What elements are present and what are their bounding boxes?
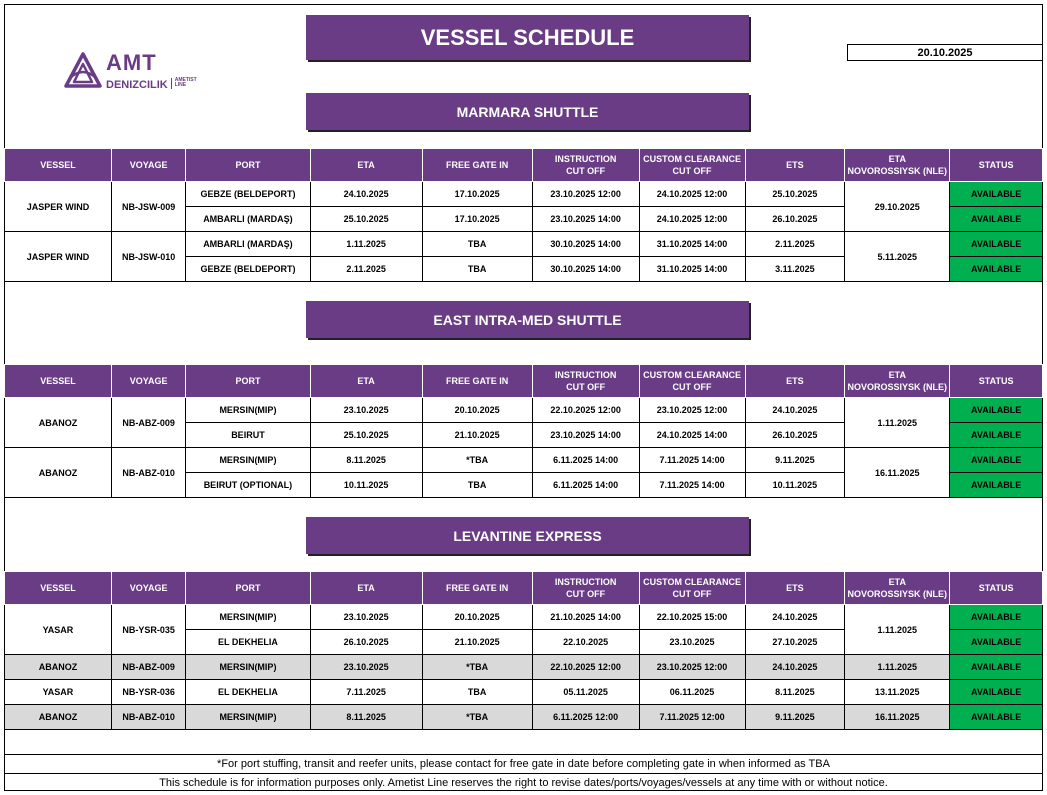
ets-cell: 26.10.2025 xyxy=(745,207,845,232)
eta-novorossiysk-cell: 29.10.2025 xyxy=(845,182,950,232)
column-header-eta xyxy=(310,572,422,605)
vessel-cell: ABANOZ xyxy=(5,398,112,448)
column-header-text: VOYAGE xyxy=(129,160,168,170)
status-badge: AVAILABLE xyxy=(950,680,1043,705)
instruction-cutoff-cell: 22.10.2025 12:00 xyxy=(532,655,639,680)
port-cell: EL DEKHELIA xyxy=(186,680,310,705)
column-header-eta-novorossiysk xyxy=(845,572,950,605)
logo-brand-line-1: AMETIST xyxy=(174,77,197,83)
status-badge: AVAILABLE xyxy=(950,207,1043,232)
voyage-cell: NB-YSR-035 xyxy=(111,605,185,655)
column-header-text: STATUS xyxy=(978,376,1014,386)
column-header-text: ETS xyxy=(786,583,804,593)
instruction-cutoff-cell: 23.10.2025 14:00 xyxy=(532,423,639,448)
status-badge: AVAILABLE xyxy=(950,182,1043,207)
custom-cutoff-cell: 22.10.2025 15:00 xyxy=(639,605,745,630)
voyage-cell: NB-JSW-009 xyxy=(111,182,185,232)
status-badge: AVAILABLE xyxy=(950,605,1043,630)
instruction-cutoff-cell: 30.10.2025 14:00 xyxy=(532,257,639,282)
logo-subtitle xyxy=(106,78,197,91)
column-header-instruction-cut-off xyxy=(532,149,639,182)
column-header-vessel xyxy=(5,572,112,605)
header-row xyxy=(5,365,1043,398)
custom-cutoff-cell: 24.10.2025 12:00 xyxy=(639,182,745,207)
logo-divider xyxy=(171,78,172,89)
eta-novorossiysk-cell: 16.11.2025 xyxy=(845,705,950,730)
eta-cell: 23.10.2025 xyxy=(310,655,422,680)
column-header-status xyxy=(950,149,1043,182)
custom-cutoff-cell: 24.10.2025 12:00 xyxy=(639,207,745,232)
eta-cell: 23.10.2025 xyxy=(310,398,422,423)
column-header-text: VOYAGE xyxy=(129,376,168,386)
column-header-text: ETA xyxy=(357,376,375,386)
voyage-cell: NB-YSR-036 xyxy=(111,680,185,705)
logo-brand-line-2: LINE xyxy=(174,82,187,88)
column-header-text: CUSTOM CLEARANCE xyxy=(643,370,741,380)
column-header-text: NOVOROSSIYSK (NLE) xyxy=(847,382,948,392)
column-header-text: ETA xyxy=(357,583,375,593)
column-header-text: CUT OFF xyxy=(566,166,606,176)
column-header-port xyxy=(186,572,310,605)
custom-cutoff-cell: 7.11.2025 14:00 xyxy=(639,448,745,473)
custom-cutoff-cell: 7.11.2025 12:00 xyxy=(639,705,745,730)
column-header-text: PORT xyxy=(235,583,261,593)
column-header-text: ETA xyxy=(888,154,906,164)
column-header-ets xyxy=(745,572,845,605)
eta-novorossiysk-cell: 1.11.2025 xyxy=(845,655,950,680)
voyage-cell: NB-ABZ-010 xyxy=(111,705,185,730)
logo-brand xyxy=(175,78,197,88)
custom-cutoff-cell: 31.10.2025 14:00 xyxy=(639,257,745,282)
free-gate-in-cell: 20.10.2025 xyxy=(422,398,532,423)
column-header-custom-clearance-cut-off xyxy=(639,365,745,398)
table-row xyxy=(5,680,1043,705)
ets-cell: 24.10.2025 xyxy=(745,398,845,423)
ets-cell: 24.10.2025 xyxy=(745,605,845,630)
page-title: VESSEL SCHEDULE xyxy=(306,15,749,60)
status-badge: AVAILABLE xyxy=(950,473,1043,498)
port-cell: MERSIN(MIP) xyxy=(186,605,310,630)
ets-cell: 3.11.2025 xyxy=(745,257,845,282)
eta-novorossiysk-cell: 1.11.2025 xyxy=(845,605,950,655)
column-header-text: PORT xyxy=(235,160,261,170)
custom-cutoff-cell: 31.10.2025 14:00 xyxy=(639,232,745,257)
footer-note: *For port stuffing, transit and reefer units, please contact for free gate in date before completing gate in when informed as TBA xyxy=(4,754,1043,773)
column-header-custom-clearance-cut-off xyxy=(639,149,745,182)
instruction-cutoff-cell: 6.11.2025 14:00 xyxy=(532,473,639,498)
status-badge: AVAILABLE xyxy=(950,448,1043,473)
schedule-table xyxy=(4,571,1043,730)
column-header-text: STATUS xyxy=(978,160,1014,170)
voyage-cell: NB-ABZ-009 xyxy=(111,398,185,448)
column-header-text: CUT OFF xyxy=(672,382,712,392)
column-header-eta xyxy=(310,149,422,182)
column-header-text: VESSEL xyxy=(40,160,76,170)
instruction-cutoff-cell: 6.11.2025 12:00 xyxy=(532,705,639,730)
port-cell: MERSIN(MIP) xyxy=(186,448,310,473)
port-cell: AMBARLI (MARDAŞ) xyxy=(186,207,310,232)
status-badge: AVAILABLE xyxy=(950,257,1043,282)
column-header-voyage xyxy=(111,149,185,182)
column-header-eta xyxy=(310,365,422,398)
column-header-text: CUT OFF xyxy=(566,589,606,599)
column-header-status xyxy=(950,365,1043,398)
column-header-text: INSTRUCTION xyxy=(554,577,617,587)
voyage-cell: NB-ABZ-009 xyxy=(111,655,185,680)
disclaimer: This schedule is for information purposes only. Ametist Line reserves the right to revise dates/ports/voyages/vessels at any time with or without notice. xyxy=(4,773,1043,792)
free-gate-in-cell: *TBA xyxy=(422,448,532,473)
eta-novorossiysk-cell: 1.11.2025 xyxy=(845,398,950,448)
column-header-voyage xyxy=(111,365,185,398)
column-header-instruction-cut-off xyxy=(532,572,639,605)
ets-cell: 8.11.2025 xyxy=(745,680,845,705)
free-gate-in-cell: 17.10.2025 xyxy=(422,207,532,232)
column-header-text: CUSTOM CLEARANCE xyxy=(643,577,741,587)
voyage-cell: NB-JSW-010 xyxy=(111,232,185,282)
table-row xyxy=(5,182,1043,207)
column-header-instruction-cut-off xyxy=(532,365,639,398)
instruction-cutoff-cell: 6.11.2025 14:00 xyxy=(532,448,639,473)
ets-cell: 25.10.2025 xyxy=(745,182,845,207)
instruction-cutoff-cell: 21.10.2025 14:00 xyxy=(532,605,639,630)
free-gate-in-cell: TBA xyxy=(422,680,532,705)
column-header-text: CUT OFF xyxy=(672,589,712,599)
free-gate-in-cell: 21.10.2025 xyxy=(422,423,532,448)
column-header-vessel xyxy=(5,365,112,398)
custom-cutoff-cell: 24.10.2025 14:00 xyxy=(639,423,745,448)
column-header-ets xyxy=(745,365,845,398)
column-header-text: ETA xyxy=(888,370,906,380)
column-header-text: CUT OFF xyxy=(672,166,712,176)
column-header-eta-novorossiysk xyxy=(845,149,950,182)
ets-cell: 24.10.2025 xyxy=(745,655,845,680)
eta-novorossiysk-cell: 13.11.2025 xyxy=(845,680,950,705)
free-gate-in-cell: TBA xyxy=(422,257,532,282)
table-row xyxy=(5,655,1043,680)
status-badge: AVAILABLE xyxy=(950,232,1043,257)
vessel-cell: ABANOZ xyxy=(5,448,112,498)
eta-cell: 2.11.2025 xyxy=(310,257,422,282)
eta-cell: 8.11.2025 xyxy=(310,448,422,473)
logo-subtitle-text: DENIZCILIK xyxy=(106,79,168,91)
port-cell: MERSIN(MIP) xyxy=(186,705,310,730)
instruction-cutoff-cell: 30.10.2025 14:00 xyxy=(532,232,639,257)
section-title: EAST INTRA-MED SHUTTLE xyxy=(306,301,749,338)
header-row xyxy=(5,149,1043,182)
free-gate-in-cell: TBA xyxy=(422,473,532,498)
column-header-custom-clearance-cut-off xyxy=(639,572,745,605)
eta-cell: 8.11.2025 xyxy=(310,705,422,730)
free-gate-in-cell: 21.10.2025 xyxy=(422,630,532,655)
column-header-port xyxy=(186,149,310,182)
eta-cell: 26.10.2025 xyxy=(310,630,422,655)
table-row xyxy=(5,448,1043,473)
column-header-text: FREE GATE IN xyxy=(445,583,509,593)
column-header-text: FREE GATE IN xyxy=(445,160,509,170)
column-header-text: VESSEL xyxy=(40,583,76,593)
column-header-text: CUT OFF xyxy=(566,382,606,392)
schedule-table xyxy=(4,364,1043,498)
free-gate-in-cell: 17.10.2025 xyxy=(422,182,532,207)
vessel-cell: JASPER WIND xyxy=(5,182,112,232)
port-cell: GEBZE (BELDEPORT) xyxy=(186,182,310,207)
port-cell: BEIRUT xyxy=(186,423,310,448)
column-header-text: CUSTOM CLEARANCE xyxy=(643,154,741,164)
column-header-text: VESSEL xyxy=(40,376,76,386)
custom-cutoff-cell: 06.11.2025 xyxy=(639,680,745,705)
eta-cell: 25.10.2025 xyxy=(310,207,422,232)
column-header-text: ETS xyxy=(786,160,804,170)
instruction-cutoff-cell: 05.11.2025 xyxy=(532,680,639,705)
column-header-text: ETS xyxy=(786,376,804,386)
column-header-text: STATUS xyxy=(978,583,1014,593)
custom-cutoff-cell: 23.10.2025 12:00 xyxy=(639,398,745,423)
eta-cell: 1.11.2025 xyxy=(310,232,422,257)
status-badge: AVAILABLE xyxy=(950,398,1043,423)
ets-cell: 10.11.2025 xyxy=(745,473,845,498)
column-header-port xyxy=(186,365,310,398)
free-gate-in-cell: *TBA xyxy=(422,655,532,680)
port-cell: EL DEKHELIA xyxy=(186,630,310,655)
ets-cell: 9.11.2025 xyxy=(745,448,845,473)
free-gate-in-cell: 20.10.2025 xyxy=(422,605,532,630)
schedule-table xyxy=(4,148,1043,282)
eta-cell: 23.10.2025 xyxy=(310,605,422,630)
ets-cell: 27.10.2025 xyxy=(745,630,845,655)
vessel-cell: ABANOZ xyxy=(5,655,112,680)
status-badge: AVAILABLE xyxy=(950,423,1043,448)
status-badge: AVAILABLE xyxy=(950,630,1043,655)
column-header-vessel xyxy=(5,149,112,182)
column-header-text: INSTRUCTION xyxy=(554,370,617,380)
column-header-free-gate-in xyxy=(422,572,532,605)
vessel-cell: YASAR xyxy=(5,680,112,705)
section-title: LEVANTINE EXPRESS xyxy=(306,517,749,554)
eta-cell: 24.10.2025 xyxy=(310,182,422,207)
status-badge: AVAILABLE xyxy=(950,705,1043,730)
port-cell: BEIRUT (OPTIONAL) xyxy=(186,473,310,498)
column-header-text: FREE GATE IN xyxy=(445,376,509,386)
port-cell: MERSIN(MIP) xyxy=(186,398,310,423)
voyage-cell: NB-ABZ-010 xyxy=(111,448,185,498)
column-header-text: NOVOROSSIYSK (NLE) xyxy=(847,166,948,176)
column-header-text: ETA xyxy=(357,160,375,170)
eta-cell: 25.10.2025 xyxy=(310,423,422,448)
vessel-cell: JASPER WIND xyxy=(5,232,112,282)
status-badge: AVAILABLE xyxy=(950,655,1043,680)
section-title: MARMARA SHUTTLE xyxy=(306,93,749,130)
table-row xyxy=(5,398,1043,423)
column-header-free-gate-in xyxy=(422,365,532,398)
eta-novorossiysk-cell: 16.11.2025 xyxy=(845,448,950,498)
table-row xyxy=(5,705,1043,730)
free-gate-in-cell: *TBA xyxy=(422,705,532,730)
column-header-eta-novorossiysk xyxy=(845,365,950,398)
column-header-voyage xyxy=(111,572,185,605)
column-header-text: ETA xyxy=(888,577,906,587)
column-header-ets xyxy=(745,149,845,182)
column-header-text: PORT xyxy=(235,376,261,386)
column-header-text: NOVOROSSIYSK (NLE) xyxy=(847,589,948,599)
eta-novorossiysk-cell: 5.11.2025 xyxy=(845,232,950,282)
eta-cell: 7.11.2025 xyxy=(310,680,422,705)
instruction-cutoff-cell: 23.10.2025 12:00 xyxy=(532,182,639,207)
column-header-status xyxy=(950,572,1043,605)
port-cell: MERSIN(MIP) xyxy=(186,655,310,680)
column-header-text: INSTRUCTION xyxy=(554,154,617,164)
ets-cell: 26.10.2025 xyxy=(745,423,845,448)
vessel-cell: YASAR xyxy=(5,605,112,655)
custom-cutoff-cell: 23.10.2025 12:00 xyxy=(639,655,745,680)
schedule-date: 20.10.2025 xyxy=(847,44,1043,61)
table-row xyxy=(5,232,1043,257)
logo-name: AMT xyxy=(106,50,157,75)
ets-cell: 9.11.2025 xyxy=(745,705,845,730)
ets-cell: 2.11.2025 xyxy=(745,232,845,257)
company-logo xyxy=(64,52,234,92)
table-row xyxy=(5,605,1043,630)
port-cell: GEBZE (BELDEPORT) xyxy=(186,257,310,282)
custom-cutoff-cell: 7.11.2025 14:00 xyxy=(639,473,745,498)
port-cell: AMBARLI (MARDAŞ) xyxy=(186,232,310,257)
eta-cell: 10.11.2025 xyxy=(310,473,422,498)
header-row xyxy=(5,572,1043,605)
instruction-cutoff-cell: 22.10.2025 12:00 xyxy=(532,398,639,423)
column-header-free-gate-in xyxy=(422,149,532,182)
free-gate-in-cell: TBA xyxy=(422,232,532,257)
custom-cutoff-cell: 23.10.2025 xyxy=(639,630,745,655)
logo-mark-icon xyxy=(64,52,102,90)
vessel-cell: ABANOZ xyxy=(5,705,112,730)
column-header-text: VOYAGE xyxy=(129,583,168,593)
instruction-cutoff-cell: 23.10.2025 14:00 xyxy=(532,207,639,232)
instruction-cutoff-cell: 22.10.2025 xyxy=(532,630,639,655)
